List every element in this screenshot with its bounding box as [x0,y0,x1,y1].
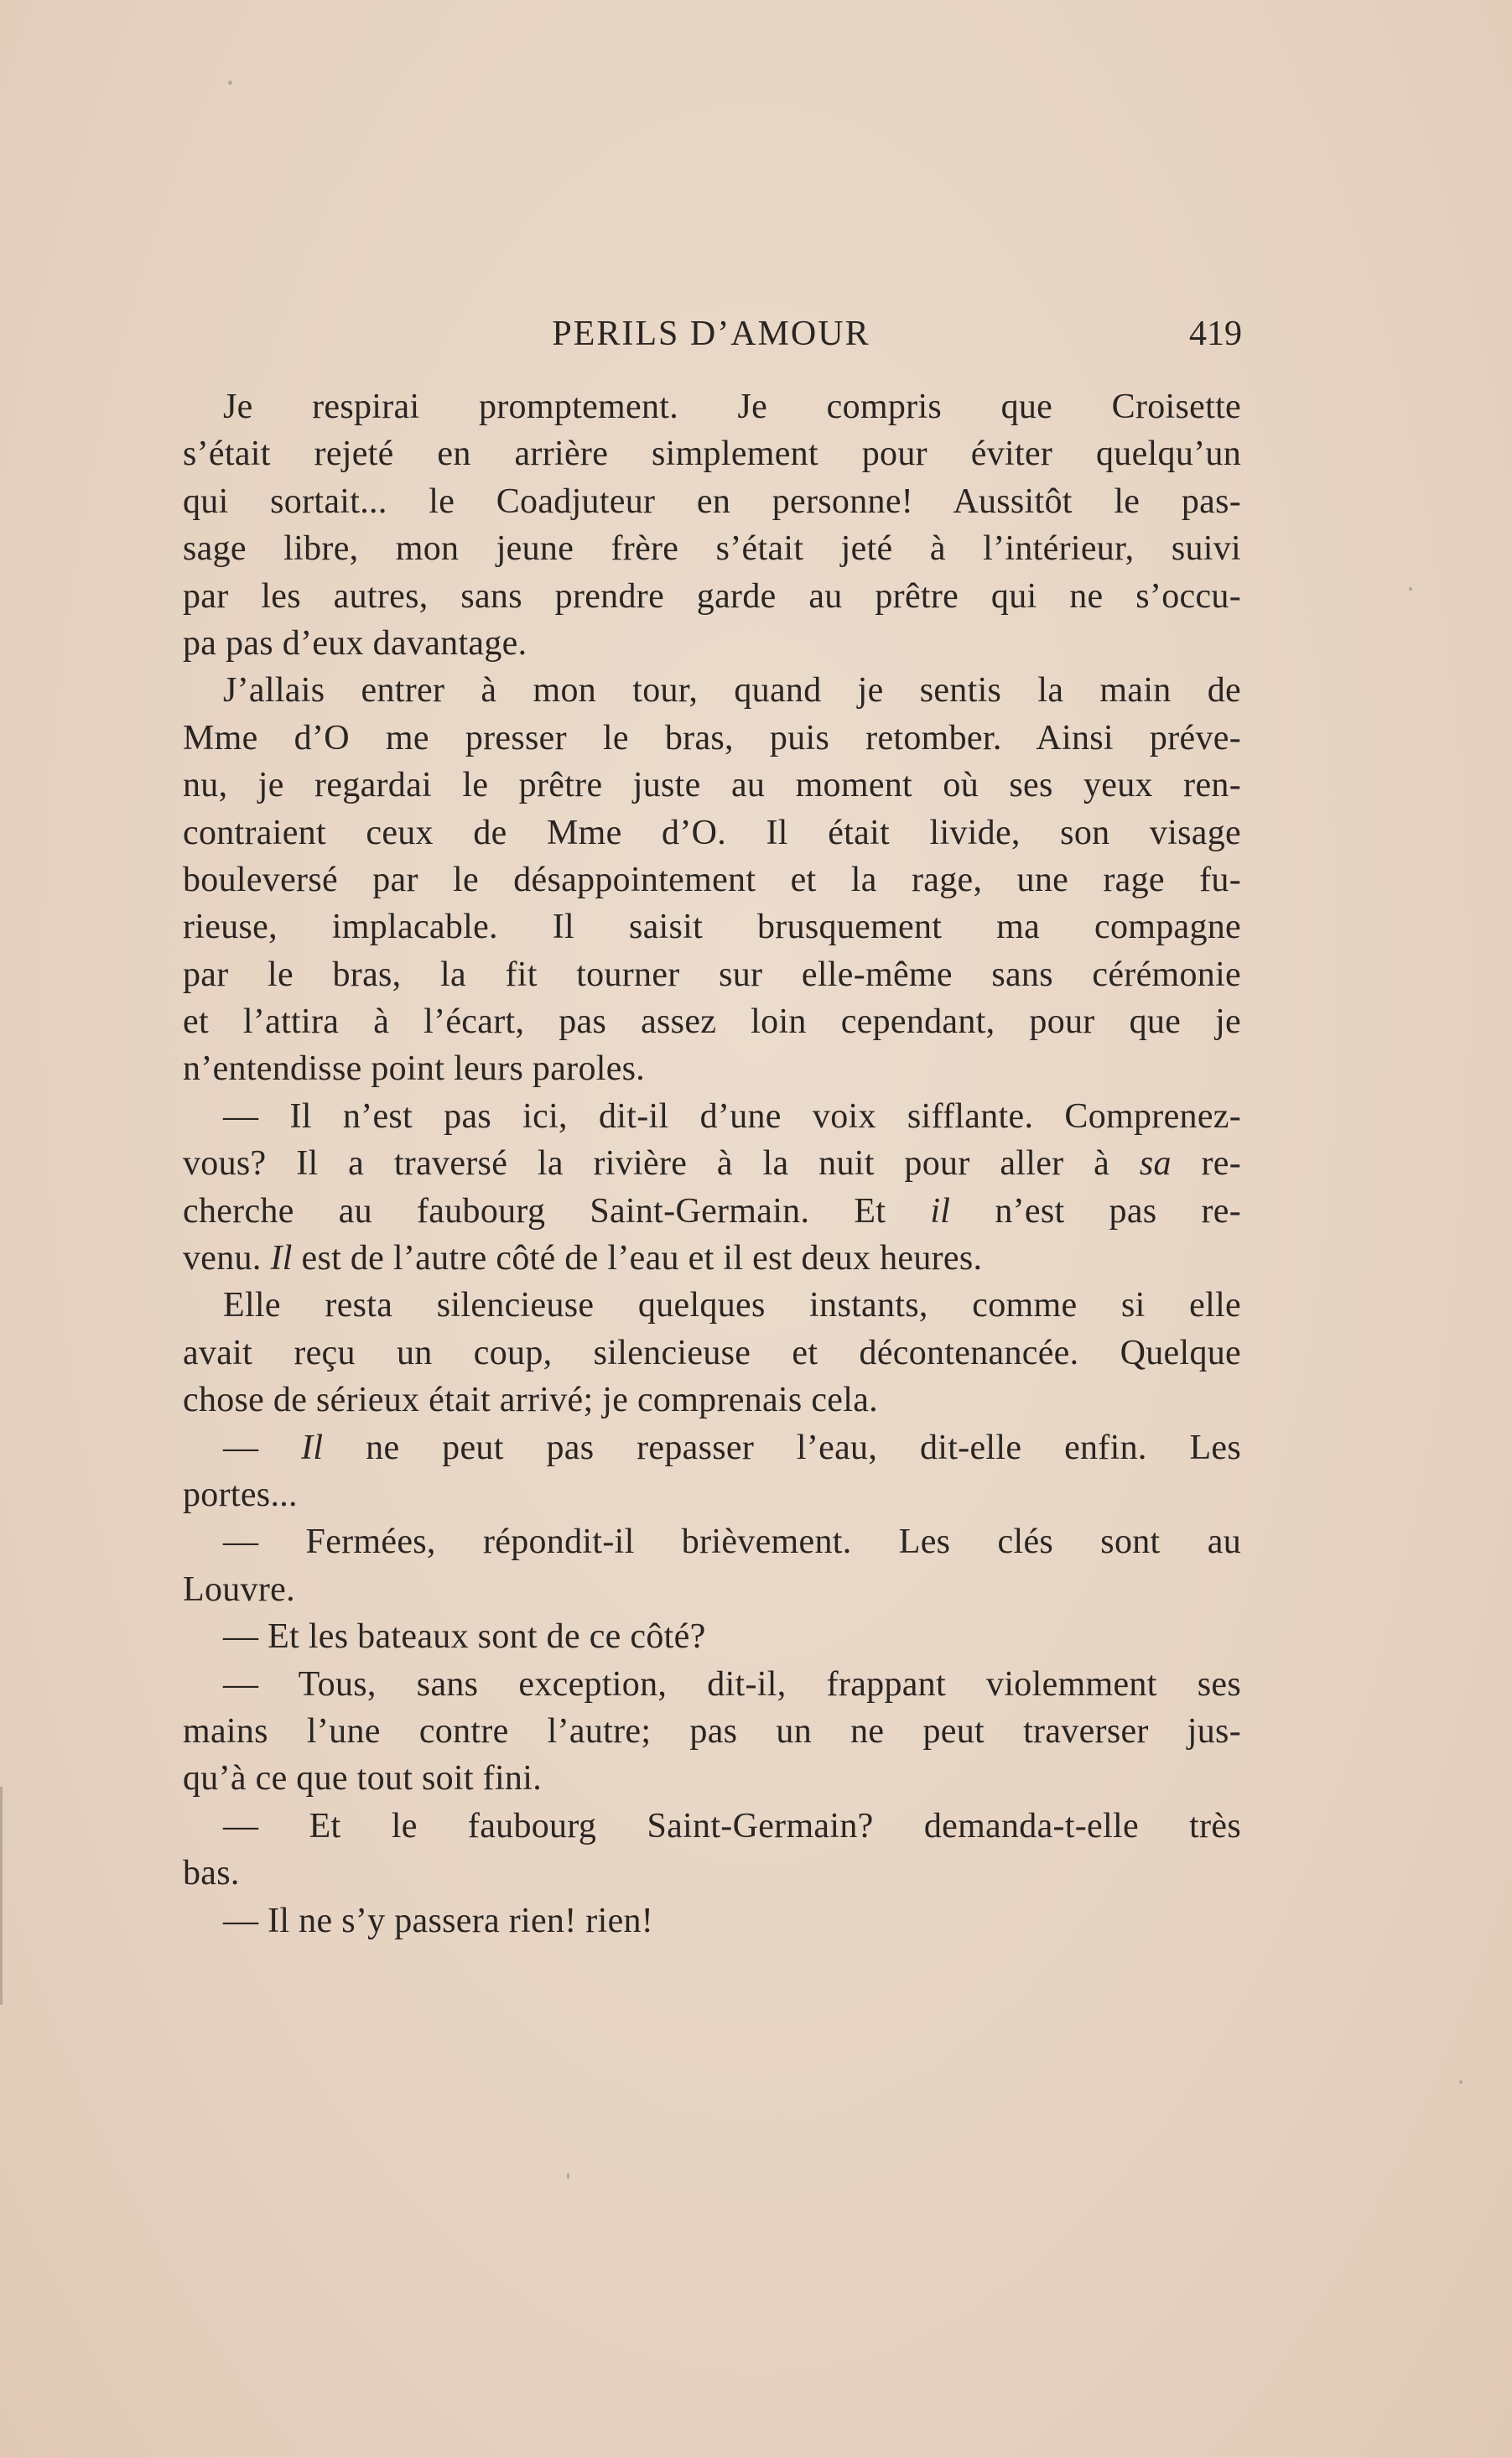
text-line: mains l’une contre l’autre; pas un ne peut traverser jus- [183,1711,1241,1751]
running-head [180,309,1242,359]
text-line: par le bras, la fit tourner sur elle-même sans cérémonie [183,955,1241,994]
paper-speck [228,81,232,85]
text-line: Elle resta silencieuse quelques instants, comme si elle [223,1286,1241,1325]
italic-word: il [930,1191,951,1231]
text-line: et l’attira à l’écart, pas assez loin cependant, pour que je [183,1002,1241,1042]
text-line: venu. Il est de l’autre côté de l’eau et il est deux heures. [183,1239,983,1278]
page-edge-mark [0,1787,3,2005]
text-line: vous? Il a traversé la rivière à la nuit pour aller à sa re- [183,1144,1241,1184]
text-line: cherche au faubourg Saint-Germain. Et il n’est pas re- [183,1191,1241,1231]
text-line: — Tous, sans exception, dit-il, frappant violemment ses [223,1664,1241,1704]
italic-word: Il [301,1428,324,1467]
text-line: Louvre. [183,1569,295,1609]
text-line: qui sortait... le Coadjuteur en personne! Aussitôt le pas- [183,482,1241,521]
text-line: portes... [183,1475,298,1514]
text-line: sage libre, mon jeune frère s’était jeté à l’intérieur, suivi [183,529,1241,569]
text-line: — Fermées, répondit-il brièvement. Les clés sont au [223,1523,1241,1562]
running-title: PERILS D’AMOUR [552,315,870,353]
text-line: s’était rejeté en arrière simplement pour éviter quelqu’un [183,435,1241,474]
text-line: chose de sérieux était arrivé; je comprenais cela. [183,1381,878,1420]
text-line: J’allais entrer à mon tour, quand je sentis la main de [223,671,1241,711]
page-number: 419 [1189,315,1242,353]
text-line: qu’à ce que tout soit fini. [183,1759,542,1799]
text-line: n’entendisse point leurs paroles. [183,1049,646,1089]
italic-word: Il [270,1239,293,1278]
text-line: avait reçu un coup, silencieuse et décontenancée. Quelque [183,1333,1241,1372]
text-line: — Il n’est pas ici, dit-il d’une voix sifflante. Comprenez- [223,1096,1241,1136]
text-line: par les autres, sans prendre garde au prêtre qui ne s’occu- [183,576,1241,616]
text-line: — Il ne s’y passera rien! rien! [223,1901,654,1940]
text-line: — Et les bateaux sont de ce côté? [223,1617,706,1657]
text-line: nu, je regardai le prêtre juste au moment où ses yeux ren- [183,766,1241,805]
text-line: bas. [183,1854,240,1893]
text-line: Mme d’O me presser le bras, puis retomber. Ainsi préve- [183,718,1241,757]
text-line: Je respirai promptement. Je compris que Croisette [223,388,1241,426]
text-line: rieuse, implacable. Il saisit brusquement ma compagne [183,908,1241,947]
paper-speck [1459,2080,1463,2084]
text-line: — Il ne peut pas repasser l’eau, dit-elle enfin. Les [223,1428,1241,1467]
paper-speck [567,2173,569,2179]
text-line: pa pas d’eux davantage. [183,623,527,663]
text-line: contraient ceux de Mme d’O. Il était livide, son visage [183,813,1241,852]
body-text [183,383,1241,1944]
paper-speck [1409,587,1412,591]
text-line: — Et le faubourg Saint-Germain? demanda-t-elle très [223,1806,1241,1845]
italic-word: sa [1139,1144,1172,1184]
text-line: bouleversé par le désappointement et la rage, une rage fu- [183,860,1241,899]
